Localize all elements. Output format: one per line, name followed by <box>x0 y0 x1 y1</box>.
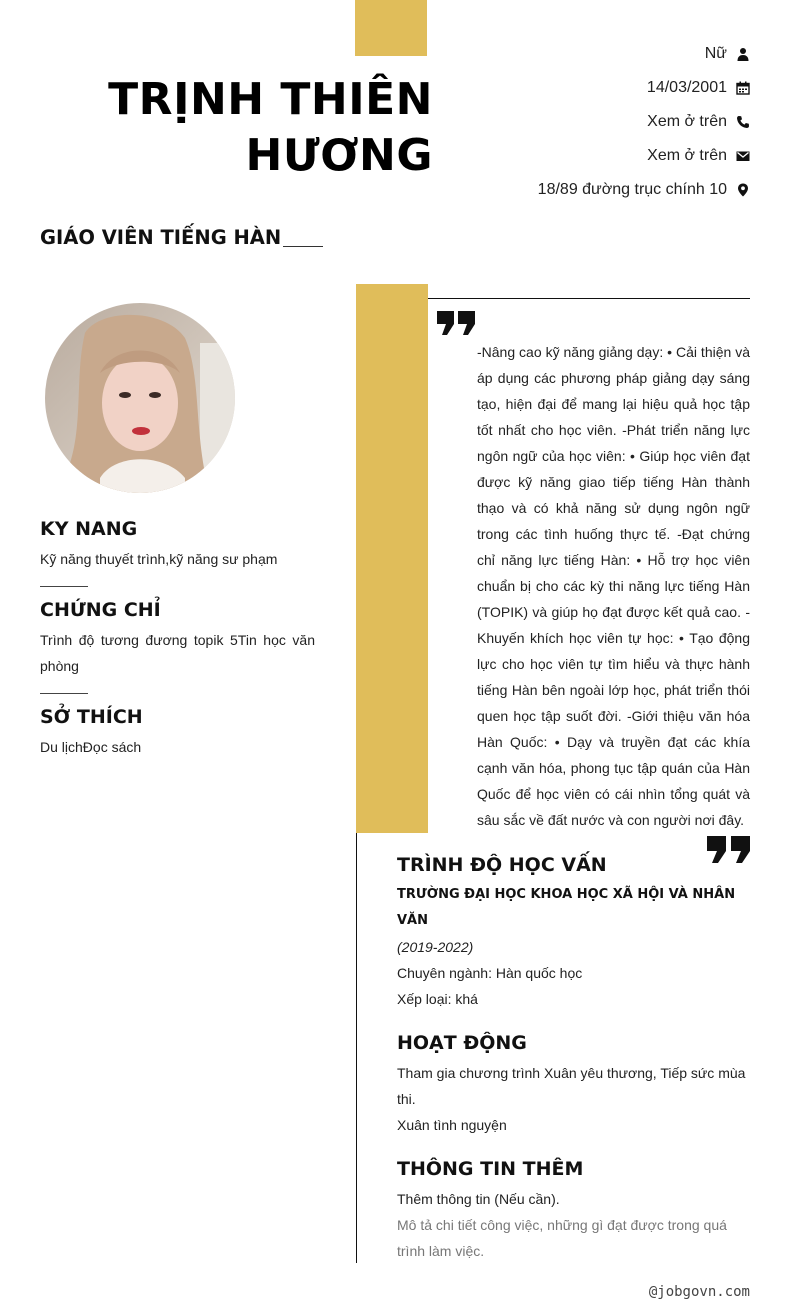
skills-heading: KY NANG <box>40 518 138 540</box>
contact-email <box>420 139 750 173</box>
certificates-heading: CHỨNG CHỈ <box>40 599 161 621</box>
quote-divider <box>428 298 750 299</box>
additional-info-heading: THÔNG TIN THÊM <box>397 1158 584 1180</box>
education-major: Chuyên ngành: Hàn quốc học <box>397 965 583 981</box>
calendar-icon <box>736 81 750 95</box>
right-column <box>397 848 750 1278</box>
quote-open-icon <box>437 311 475 340</box>
phone-value: Xem ở trên <box>647 113 727 130</box>
additional-info-line: Thêm thông tin (Nếu cần). <box>397 1191 560 1207</box>
certificates-section <box>40 593 315 694</box>
top-accent-bar <box>355 0 427 56</box>
activities-section <box>397 1026 750 1138</box>
contact-info <box>420 37 750 207</box>
job-title-underline <box>283 246 323 247</box>
education-grade: Xếp loại: khá <box>397 991 478 1007</box>
phone-icon <box>736 115 750 129</box>
avatar <box>45 303 235 493</box>
birthday-value: 14/03/2001 <box>646 79 727 96</box>
additional-info-description: Mô tả chi tiết công việc, những gì đạt được trong quá trình làm việc. <box>397 1217 727 1259</box>
contact-gender <box>420 37 750 71</box>
column-divider <box>356 833 357 1263</box>
hobbies-text: Du lịchĐọc sách <box>40 739 142 755</box>
activities-heading: HOẠT ĐỘNG <box>397 1032 527 1054</box>
contact-phone <box>420 105 750 139</box>
education-section <box>397 848 750 1012</box>
candidate-name <box>13 72 433 184</box>
activity-item: Xuân tình nguyện <box>397 1117 507 1133</box>
hobbies-section <box>40 700 315 760</box>
job-title-text: GIÁO VIÊN TIẾNG HÀN <box>40 226 282 249</box>
skills-text: Kỹ năng thuyết trình,kỹ năng sư phạm <box>40 551 278 567</box>
additional-info-section <box>397 1152 750 1264</box>
name-line-2: HƯƠNG <box>245 130 433 181</box>
email-value: Xem ở trên <box>647 147 727 164</box>
activity-item: Tham gia chương trình Xuân yêu thương, Tiếp sức mùa thi. <box>397 1065 746 1107</box>
education-heading: TRÌNH ĐỘ HỌC VẤN <box>397 854 607 876</box>
left-column <box>40 512 315 760</box>
job-title <box>40 226 323 249</box>
gender-value: Nữ <box>704 45 727 62</box>
education-years: (2019-2022) <box>397 939 474 955</box>
certificates-text: Trình độ tương đương topik 5Tin học văn phòng <box>40 632 315 674</box>
divider <box>40 586 88 587</box>
school-name: TRƯỜNG ĐẠI HỌC KHOA HỌC XÃ HỘI VÀ NHÂN VĂN <box>397 887 736 928</box>
contact-birthday <box>420 71 750 105</box>
footer-brand: @jobgovn.com <box>648 1284 750 1300</box>
user-icon <box>736 47 750 61</box>
divider <box>40 693 88 694</box>
address-value: 18/89 đường trục chính 10 <box>537 181 727 198</box>
accent-block <box>356 284 428 833</box>
skills-section <box>40 512 315 587</box>
contact-address <box>420 173 750 207</box>
mail-icon <box>736 149 750 163</box>
hobbies-heading: SỞ THÍCH <box>40 706 143 728</box>
map-pin-icon <box>736 183 750 197</box>
name-line-1: TRỊNH THIÊN <box>108 74 433 125</box>
career-objective: -Nâng cao kỹ năng giảng dạy: • Cải thiện và áp dụng các phương pháp giảng dạy sáng tạo, hiện đại để mang lại hiệu quả học tập tốt nhất cho học viên. -Phát triển năng lực ngôn ngữ của học viên: • Giúp học viên đạt được kỹ năng giao tiếp tiếng Hàn thành thạo và có khả năng sử dụng ngôn ngữ trong các tình huống thực tế. -Đạt chứng chỉ năng lực tiếng Hàn: • Hỗ trợ học viên chuẩn bị cho các kỳ thi năng lực tiếng Hàn (TOPIK) và giúp họ đạt được kết quả cao. -Khuyến khích học viên tự học: • Tạo động lực cho học viên tự tìm hiểu và thực hành tiếng Hàn bên ngoài lớp học, phát triển thói quen học tập suốt đời. -Giới thiệu văn hóa Hàn Quốc: • Dạy và truyền đạt các khía cạnh văn hóa, phong tục tập quán của Hàn Quốc để học viên có cái nhìn tổng quát và sâu sắc về đất nước và con người nơi đây. <box>477 344 750 828</box>
